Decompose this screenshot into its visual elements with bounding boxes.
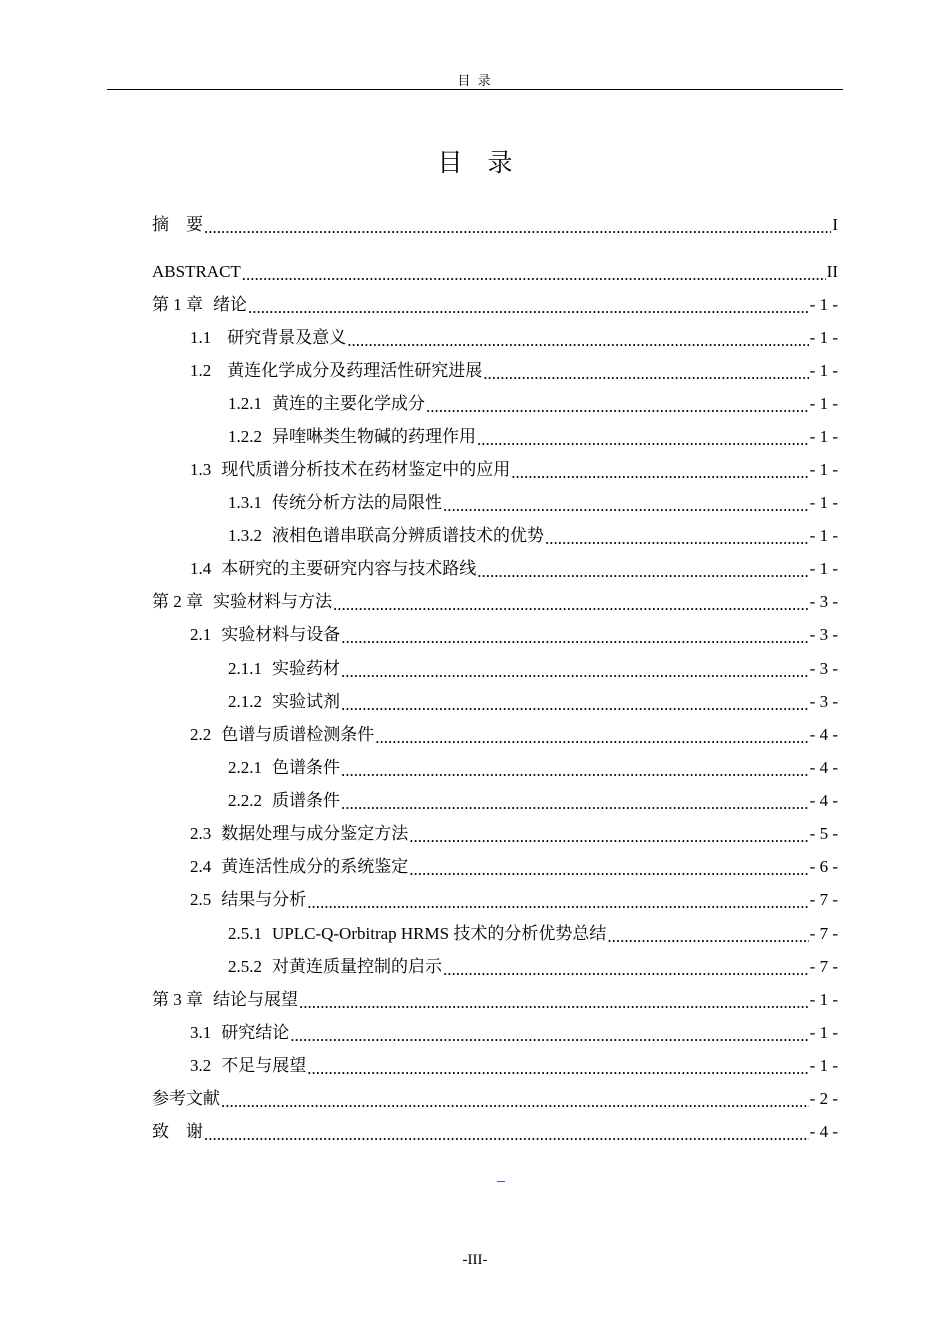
toc-entry-label: 研究背景及意义 <box>227 328 347 347</box>
toc-entry[interactable] <box>152 521 838 547</box>
toc-entry-label: 传统分析方法的局限性 <box>272 493 442 512</box>
toc-entry-label: UPLC-Q-Orbitrap HRMS 技术的分析优势总结 <box>272 924 607 943</box>
toc-entry[interactable] <box>152 554 838 580</box>
toc-entry[interactable] <box>152 389 838 415</box>
toc-entry-label: 现代质谱分析技术在药材鉴定中的应用 <box>221 460 511 479</box>
toc-entry-number: 第 3 章 <box>152 990 203 1009</box>
toc-entry[interactable] <box>152 654 838 680</box>
toc-entry-label: 质谱条件 <box>272 791 340 810</box>
dot-leader <box>307 891 808 911</box>
toc-entry-number: 2.5.2 <box>228 957 262 976</box>
dot-leader <box>443 494 809 514</box>
dot-leader <box>477 428 809 448</box>
toc-entry[interactable] <box>152 720 838 746</box>
toc-entry[interactable] <box>152 290 838 316</box>
toc-entry-page: - 1 - <box>809 427 838 446</box>
toc-entry-label: 色谱条件 <box>272 758 340 777</box>
toc-entry-page: I <box>832 215 838 234</box>
page-number: -III- <box>462 1252 488 1268</box>
toc-entry-page: - 7 - <box>809 957 838 976</box>
toc-entry-number: 3.2 <box>190 1056 212 1075</box>
dot-leader <box>204 1123 809 1143</box>
toc-entry-page: - 1 - <box>809 526 838 545</box>
toc-entry-page: - 1 - <box>809 328 838 347</box>
running-header: 目 录 <box>457 73 493 88</box>
toc-entry-page: - 4 - <box>809 791 838 810</box>
toc-entry-number: 1.2 <box>190 361 212 380</box>
toc-entry-page: - 1 - <box>809 1023 838 1042</box>
toc-entry-label: ABSTRACT <box>152 262 241 281</box>
dot-leader <box>221 1090 809 1110</box>
toc-entry-label: 数据处理与成分鉴定方法 <box>221 824 409 843</box>
toc-entry[interactable] <box>152 1018 838 1044</box>
toc-entry-number: 2.1 <box>190 625 212 644</box>
toc-entry-page: - 1 - <box>809 1056 838 1075</box>
dot-leader <box>341 759 809 779</box>
toc-entry-label: 黄连活性成分的系统鉴定 <box>221 857 409 876</box>
dot-leader <box>341 660 809 680</box>
toc-entry-page: - 4 - <box>809 725 838 744</box>
dot-leader <box>341 693 809 713</box>
toc-entry-page: - 3 - <box>809 625 838 644</box>
toc-entry[interactable] <box>152 257 838 283</box>
toc-entry-label: 实验药材 <box>272 659 340 678</box>
toc-entry-label: 研究结论 <box>221 1023 290 1042</box>
dot-leader <box>409 858 808 878</box>
toc-entry[interactable] <box>152 852 838 878</box>
toc-entry[interactable] <box>152 455 838 481</box>
toc-entry-page: - 3 - <box>809 659 838 678</box>
toc-title: 目 录 <box>437 150 513 177</box>
header-rule <box>107 89 843 90</box>
toc-entry-label: 结果与分析 <box>221 890 307 909</box>
toc-entry-page: II <box>826 262 838 281</box>
toc-entry-number: 1.4 <box>190 559 212 578</box>
toc-entry-number: 2.1.1 <box>228 659 262 678</box>
toc-entry-page: - 1 - <box>809 990 838 1009</box>
dot-leader <box>333 593 809 613</box>
toc-entry-number: 1.3 <box>190 460 212 479</box>
dot-leader <box>341 626 808 646</box>
dot-leader <box>204 216 831 236</box>
toc-entry-number: 第 2 章 <box>152 592 203 611</box>
dot-leader <box>545 527 809 547</box>
toc-entry-label: 黄连的主要化学成分 <box>272 394 425 413</box>
toc-entry[interactable] <box>152 985 838 1011</box>
dot-leader <box>511 461 808 481</box>
toc-entry[interactable] <box>152 422 838 448</box>
dot-leader <box>607 925 808 945</box>
toc-entry[interactable] <box>152 323 838 349</box>
toc-entry-page: - 5 - <box>809 824 838 843</box>
toc-entry-label: 异喹啉类生物碱的药理作用 <box>272 427 476 446</box>
toc-entry-number: 2.5.1 <box>228 924 262 943</box>
toc-entry-label: 摘 要 <box>152 215 203 234</box>
toc-entry-page: - 1 - <box>809 295 838 314</box>
toc-entry-number: 3.1 <box>190 1023 212 1042</box>
toc-entry-page: - 7 - <box>809 890 838 909</box>
dot-leader <box>483 362 808 382</box>
toc-entry[interactable] <box>152 488 838 514</box>
toc-entry[interactable] <box>152 952 838 978</box>
toc-entry-label: 本研究的主要研究内容与技术路线 <box>221 559 477 578</box>
toc-entry-number: 2.3 <box>190 824 212 843</box>
toc-entry[interactable] <box>152 786 838 812</box>
toc-entry-page: - 1 - <box>809 361 838 380</box>
toc-entry-number: 1.3.2 <box>228 526 262 545</box>
toc-entry-number: 1.2.1 <box>228 394 262 413</box>
toc-entry[interactable] <box>152 620 838 646</box>
toc-entry[interactable] <box>152 819 838 845</box>
toc-entry-label: 色谱与质谱检测条件 <box>221 725 375 744</box>
toc-entry[interactable] <box>152 1117 838 1143</box>
dot-leader <box>242 263 826 283</box>
dot-leader <box>299 991 809 1011</box>
toc-entry-page: - 1 - <box>809 493 838 512</box>
toc-entry-page: - 4 - <box>809 1122 838 1141</box>
toc-entry-page: - 6 - <box>809 857 838 876</box>
dot-leader <box>347 329 808 349</box>
toc-entry-label: 致 谢 <box>152 1122 203 1141</box>
toc-entry-number: 1.2.2 <box>228 427 262 446</box>
toc-entry[interactable] <box>152 1051 838 1077</box>
dot-leader <box>375 726 808 746</box>
toc-entry-label: 对黄连质量控制的启示 <box>272 957 442 976</box>
toc-entry-page: - 2 - <box>809 1089 838 1108</box>
toc-entry-page: - 1 - <box>809 394 838 413</box>
toc-entry-page: - 7 - <box>809 924 838 943</box>
toc-entry-label: 黄连化学成分及药理活性研究进展 <box>227 361 483 380</box>
toc-entry-label: 参考文献 <box>152 1089 220 1108</box>
dot-leader <box>341 792 809 812</box>
toc-entry-label: 液相色谱串联高分辨质谱技术的优势 <box>272 526 544 545</box>
toc-entry-number: 2.2.2 <box>228 791 262 810</box>
toc-entry-number: 1.3.1 <box>228 493 262 512</box>
cursor-mark <box>497 1181 505 1182</box>
dot-leader <box>443 958 809 978</box>
toc-entry[interactable] <box>152 587 838 613</box>
dot-leader <box>477 560 808 580</box>
toc-entry[interactable] <box>152 919 838 945</box>
toc-entry-number: 第 1 章 <box>152 295 203 314</box>
toc-entry[interactable] <box>152 885 838 911</box>
dot-leader <box>409 825 808 845</box>
toc-entry-label: 结论与展望 <box>213 990 298 1009</box>
toc-entry-number: 2.5 <box>190 890 212 909</box>
toc-entry-page: - 3 - <box>809 592 838 611</box>
toc-entry-label: 实验试剂 <box>272 692 340 711</box>
toc-entry[interactable] <box>152 1084 838 1110</box>
toc-entry-number: 2.2.1 <box>228 758 262 777</box>
toc-entry[interactable] <box>152 687 838 713</box>
dot-leader <box>290 1024 808 1044</box>
toc-entry[interactable] <box>152 356 838 382</box>
toc-entry-label: 实验材料与方法 <box>213 592 332 611</box>
toc-entry-number: 2.2 <box>190 725 212 744</box>
toc-entry[interactable] <box>152 753 838 779</box>
toc-entry-page: - 1 - <box>809 460 838 479</box>
toc-entry-number: 2.1.2 <box>228 692 262 711</box>
dot-leader <box>426 395 809 415</box>
toc-entry-number: 1.1 <box>190 328 212 347</box>
toc-entry-number: 2.4 <box>190 857 212 876</box>
toc-entry-label: 不足与展望 <box>221 1056 307 1075</box>
toc-entry-page: - 4 - <box>809 758 838 777</box>
toc-entry[interactable] <box>152 210 838 236</box>
toc-entry-page: - 1 - <box>809 559 838 578</box>
toc-entry-page: - 3 - <box>809 692 838 711</box>
toc-entry-label: 绪论 <box>213 295 247 314</box>
dot-leader <box>248 296 809 316</box>
toc-entry-label: 实验材料与设备 <box>221 625 341 644</box>
dot-leader <box>307 1057 808 1077</box>
